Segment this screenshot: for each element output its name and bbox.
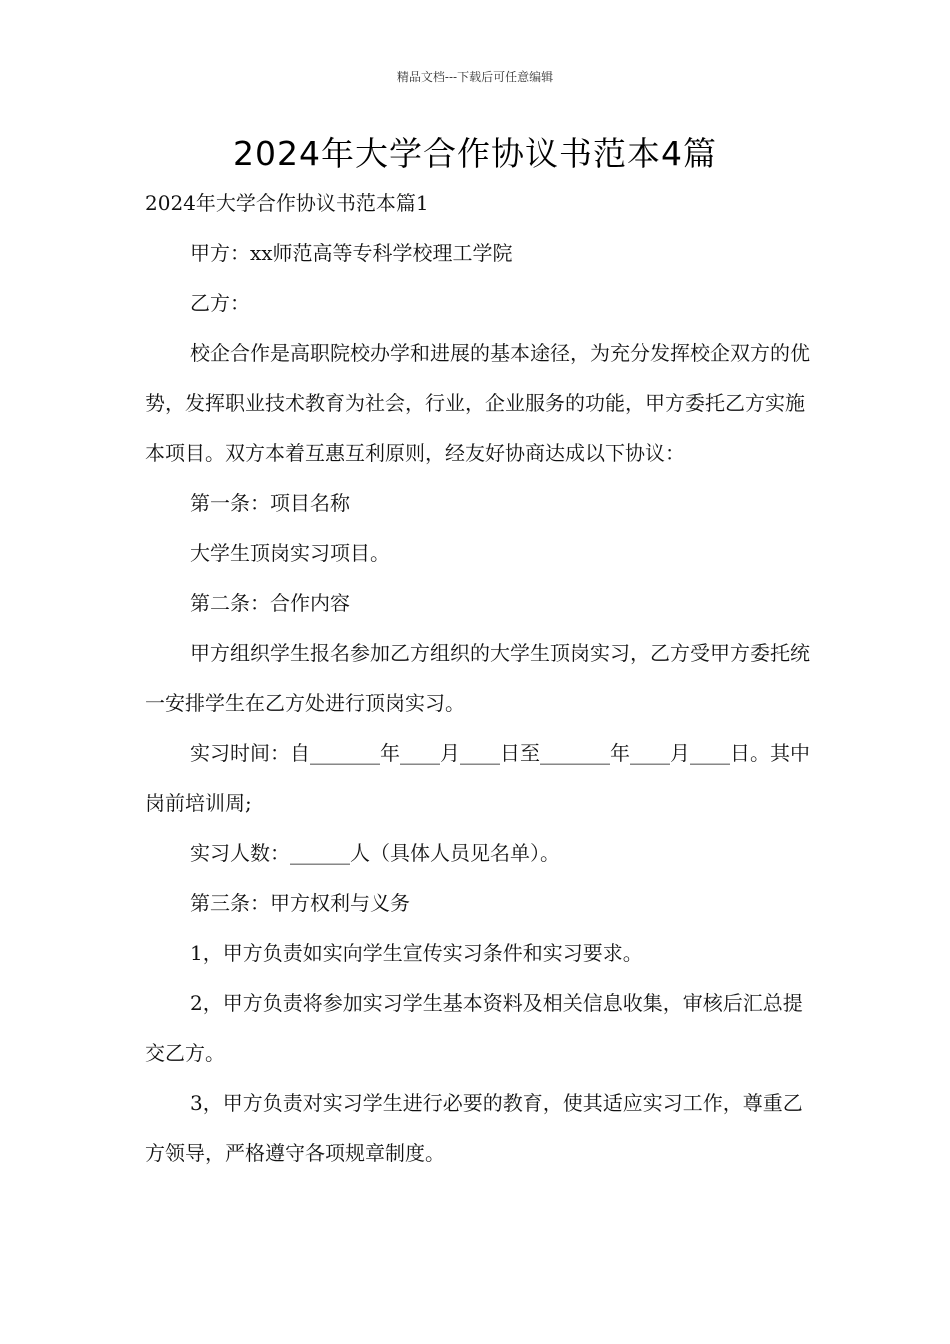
paragraph: 第一条：项目名称 [190, 491, 350, 515]
paragraph: 实习时间：自_______年____月____日至_______年____月____日。其中岗前培训周; [145, 741, 810, 815]
header-note: 精品文档---下载后可任意编辑 [396, 70, 554, 84]
document-body [145, 178, 810, 1178]
paragraph: 1，甲方负责如实向学生宣传实习条件和实习要求。 [190, 941, 643, 965]
paragraph: 2，甲方负责将参加实习学生基本资料及相关信息收集，审核后汇总提交乙方。 [145, 991, 803, 1065]
paragraph: 第三条：甲方权利与义务 [190, 891, 410, 915]
paragraph: 乙方： [190, 291, 250, 315]
paragraph: 甲方组织学生报名参加乙方组织的大学生顶岗实习，乙方受甲方委托统一安排学生在乙方处进行顶岗实习。 [145, 641, 810, 715]
paragraph: 3，甲方负责对实习学生进行必要的教育，使其适应实习工作，尊重乙方领导，严格遵守各项规章制度。 [145, 1091, 803, 1165]
paragraph: 2024年大学合作协议书范本篇1 [145, 191, 429, 215]
paragraph: 甲方：xx师范高等专科学校理工学院 [190, 241, 513, 265]
paragraph: 校企合作是高职院校办学和进展的基本途径，为充分发挥校企双方的优势，发挥职业技术教育为社会，行业，企业服务的功能，甲方委托乙方实施本项目。双方本着互惠互利原则，经友好协商达成以下协议： [145, 341, 810, 465]
document-title: 2024年大学合作协议书范本4篇 [233, 134, 717, 173]
paragraph: 第二条：合作内容 [190, 591, 350, 615]
paragraph: 实习人数：______人（具体人员见名单）。 [190, 841, 560, 865]
paragraph: 大学生顶岗实习项目。 [190, 541, 390, 565]
